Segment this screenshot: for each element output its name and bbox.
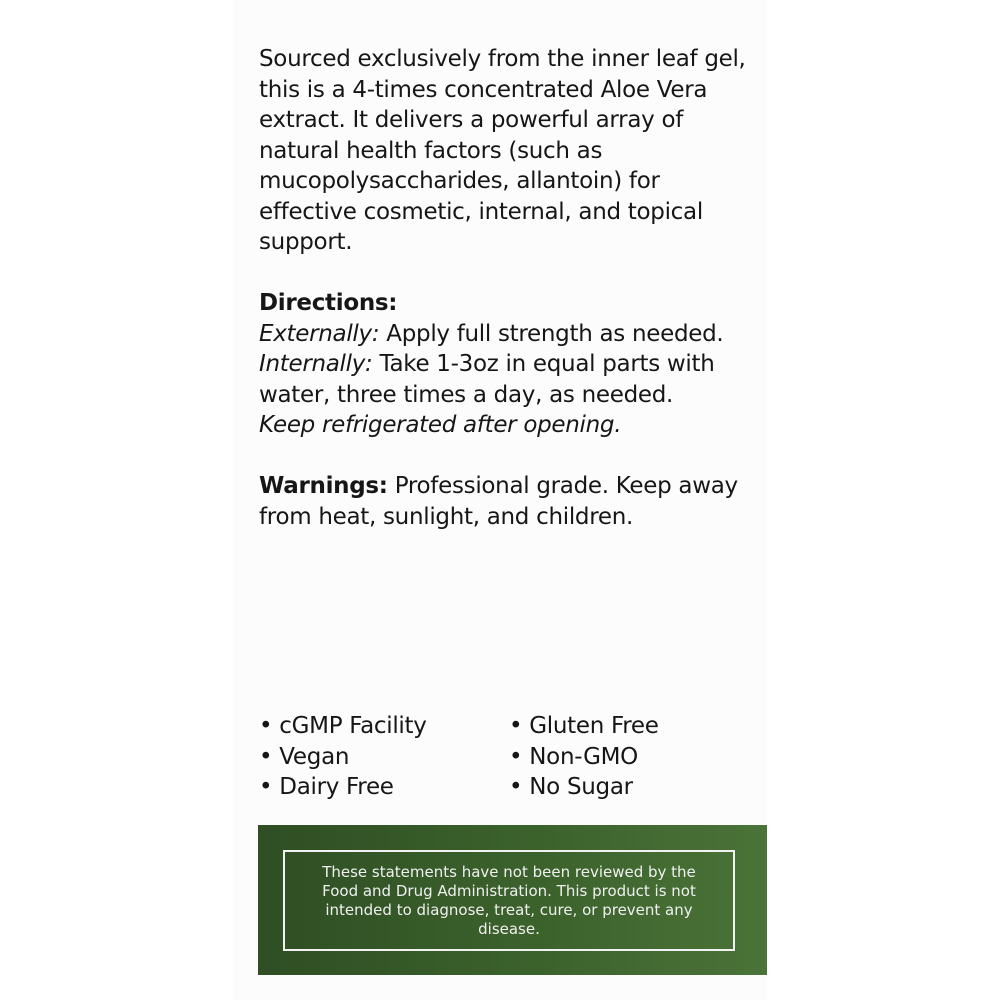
feature-item: • Vegan xyxy=(259,743,350,770)
directions-heading: Directions: xyxy=(259,290,398,316)
description-line: support. xyxy=(259,229,353,255)
disclaimer-frame xyxy=(283,850,735,951)
feature-item: • Dairy Free xyxy=(259,774,394,800)
feature-column-right xyxy=(509,711,659,803)
product-info xyxy=(259,44,759,532)
external-text: Apply full strength as needed. xyxy=(379,320,724,347)
description-line: Sourced exclusively from the inner leaf gel, xyxy=(259,46,746,72)
feature-item: • Non-GMO xyxy=(509,743,638,770)
description-line: natural health factors (such as xyxy=(259,137,603,164)
feature-item: • cGMP Facility xyxy=(259,713,427,739)
feature-column-left xyxy=(259,711,427,803)
spacer xyxy=(259,441,759,472)
description-line: mucopolysaccharides, allantoin) for xyxy=(259,168,660,194)
external-label: Externally: xyxy=(259,320,380,347)
warnings-text: Professional grade. Keep away xyxy=(387,473,738,499)
disclaimer-text: These statements have not been reviewed by the Food and Drug Administration. This product is not intended to diagnose, treat, cure, or prevent any disease. xyxy=(322,862,696,938)
internal-label: Internally: xyxy=(259,351,373,377)
fda-disclaimer-box xyxy=(258,825,767,975)
directions-internal-cont: water, three times a day, as needed. xyxy=(259,381,674,408)
directions-block xyxy=(259,288,759,441)
description-block xyxy=(259,44,759,258)
warnings-block xyxy=(259,471,759,532)
storage-note: Keep refrigerated after opening. xyxy=(259,412,622,438)
warnings-line xyxy=(259,471,759,502)
warnings-label: Warnings: xyxy=(259,473,388,499)
warnings-line-cont: from heat, sunlight, and children. xyxy=(259,503,634,530)
spacer xyxy=(259,258,759,289)
description-line: this is a 4-times concentrated Aloe Vera xyxy=(259,76,708,103)
description-line: extract. It delivers a powerful array of xyxy=(259,107,684,133)
internal-text: Take 1-3oz in equal parts with xyxy=(372,351,715,377)
directions-internal xyxy=(259,349,759,380)
description-line: effective cosmetic, internal, and topical xyxy=(259,198,703,225)
directions-external xyxy=(259,319,759,350)
feature-item: • No Sugar xyxy=(509,774,633,800)
feature-item: • Gluten Free xyxy=(509,713,659,739)
